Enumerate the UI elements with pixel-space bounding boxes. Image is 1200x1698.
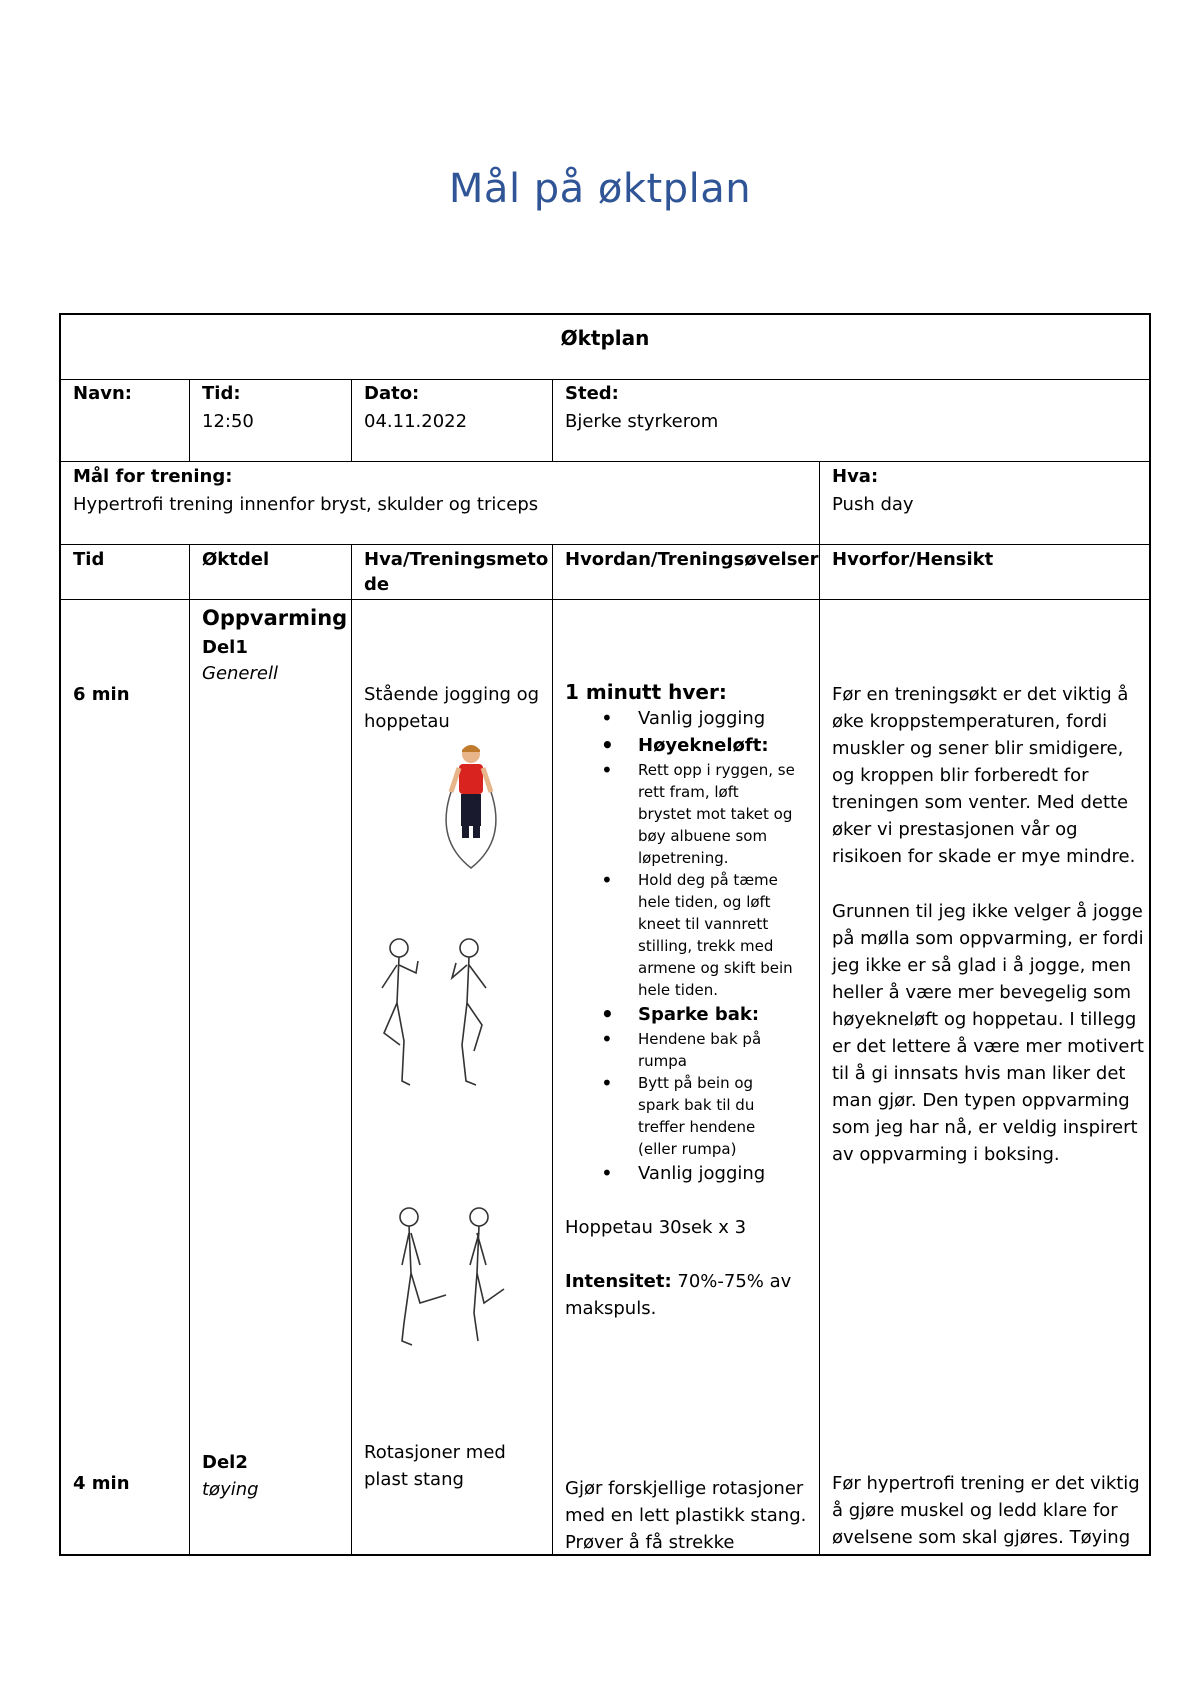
row1-hoppetau: Hoppetau 30sek x 3: [565, 1217, 747, 1238]
list-item: • Hendene bak på rumpa: [565, 1028, 795, 1072]
hva-label: Hva:: [832, 466, 879, 487]
sted-value: Bjerke styrkerom: [565, 411, 719, 432]
col-divider: [552, 544, 553, 1556]
row2-hensikt-line3: øvelsene som skal gjøres. Tøying: [832, 1527, 1131, 1548]
row2-ovelser-line1: Gjør forskjellige rotasjoner: [565, 1478, 804, 1499]
col-divider: [189, 544, 190, 1556]
row2-hensikt-line1: Før hypertrofi trening er det viktig: [832, 1473, 1140, 1494]
row1-del-sub: Generell: [202, 663, 278, 684]
col-header-ovelser: Hvordan/Treningsøvelser: [565, 549, 819, 570]
list-item: • Vanlig jogging: [565, 1160, 795, 1187]
col-divider: [552, 379, 553, 461]
navn-label: Navn:: [73, 383, 132, 404]
exercise-list: [565, 705, 795, 1187]
col-divider: [189, 379, 190, 461]
row2-hensikt-line2: å gjøre muskel og ledd klare for: [832, 1500, 1118, 1521]
page-title: Mål på øktplan: [448, 166, 752, 212]
butt-kicks-figure: [364, 1203, 514, 1353]
col-header-metode-cont: de: [364, 574, 390, 595]
dato-label: Dato:: [364, 383, 420, 404]
dato-value: 04.11.2022: [364, 411, 468, 432]
tid-value: 12:50: [202, 411, 254, 432]
goal-label: Mål for trening:: [73, 466, 233, 487]
col-header-hensikt: Hvorfor/Hensikt: [832, 549, 994, 570]
list-item: • Sparke bak:: [565, 1001, 795, 1028]
col-divider: [351, 379, 352, 461]
row2-metode-line1: Rotasjoner med: [364, 1442, 506, 1463]
col-header-oktdel: Øktdel: [202, 549, 270, 570]
col-divider: [351, 544, 352, 1556]
row1-ovelser-heading: 1 minutt hver:: [565, 680, 727, 704]
list-item: • Bytt på bein og spark bak til du treffer hendene (eller rumpa): [565, 1072, 795, 1160]
row2-del-sub: tøying: [202, 1479, 259, 1500]
row2-tid: 4 min: [73, 1473, 130, 1494]
list-item: • Vanlig jogging: [565, 705, 795, 732]
row1-del: Del1: [202, 637, 248, 658]
list-item: • Hold deg på tæme hele tiden, og løft kneet til vannrett stilling, trekk med armene og skift bein hele tiden.: [565, 869, 795, 1001]
high-knees-figure: [364, 933, 514, 1093]
jump-rope-figure: [421, 740, 521, 880]
list-item: • Rett opp i ryggen, se rett fram, løft brystet mot taket og bøy albuene som løpetrening.: [565, 759, 795, 869]
row-divider: [61, 461, 1149, 462]
sted-label: Sted:: [565, 383, 619, 404]
row1-tid: 6 min: [73, 684, 130, 705]
col-header-tid: Tid: [73, 549, 105, 570]
row1-hensikt-p1: Før en treningsøkt er det viktig å øke kroppstemperaturen, fordi muskler og sener blir smidigere, og kroppen blir forberedt for treningen som venter. Med dette øker vi prestasjonen vår og risikoen for skade er mye mindre.: [832, 684, 1136, 867]
row1-intensitet: Intensitet: 70%-75% av: [565, 1271, 792, 1292]
row1-metode-line2: hoppetau: [364, 711, 450, 732]
row2-metode-line2: plast stang: [364, 1469, 464, 1490]
col-header-metode: Hva/Treningsmeto: [364, 549, 549, 570]
list-item: • Høyekneløft:: [565, 732, 795, 759]
row-divider: [61, 544, 1149, 545]
col-divider: [819, 544, 820, 1556]
row1-section: Oppvarming: [202, 606, 348, 630]
row-divider: [61, 599, 1149, 600]
hva-value: Push day: [832, 494, 914, 515]
goal-value: Hypertrofi trening innenfor bryst, skulder og triceps: [73, 494, 539, 515]
session-plan-table: [59, 313, 1151, 1556]
row1-metode-line1: Stående jogging og: [364, 684, 540, 705]
row2-del: Del2: [202, 1452, 248, 1473]
table-heading: Øktplan: [560, 326, 650, 350]
row1-intensitet-cont: makspuls.: [565, 1298, 657, 1319]
row1-hensikt-p2: Grunnen til jeg ikke velger å jogge på mølla som oppvarming, er fordi jeg ikke er så glad i å jogge, men heller å være mer bevegelig som høyekneløft og hoppetau. I tillegg er det lettere å være mer motivert til å gi innsats hvis man liker det man gjør. Den typen oppvarming som jeg har nå, er veldig inspirert av oppvarming i boksing.: [832, 901, 1144, 1165]
row2-ovelser-line3: Prøver å få strekke: [565, 1532, 735, 1553]
tid-label: Tid:: [202, 383, 241, 404]
row2-ovelser-line2: med en lett plastikk stang.: [565, 1505, 807, 1526]
